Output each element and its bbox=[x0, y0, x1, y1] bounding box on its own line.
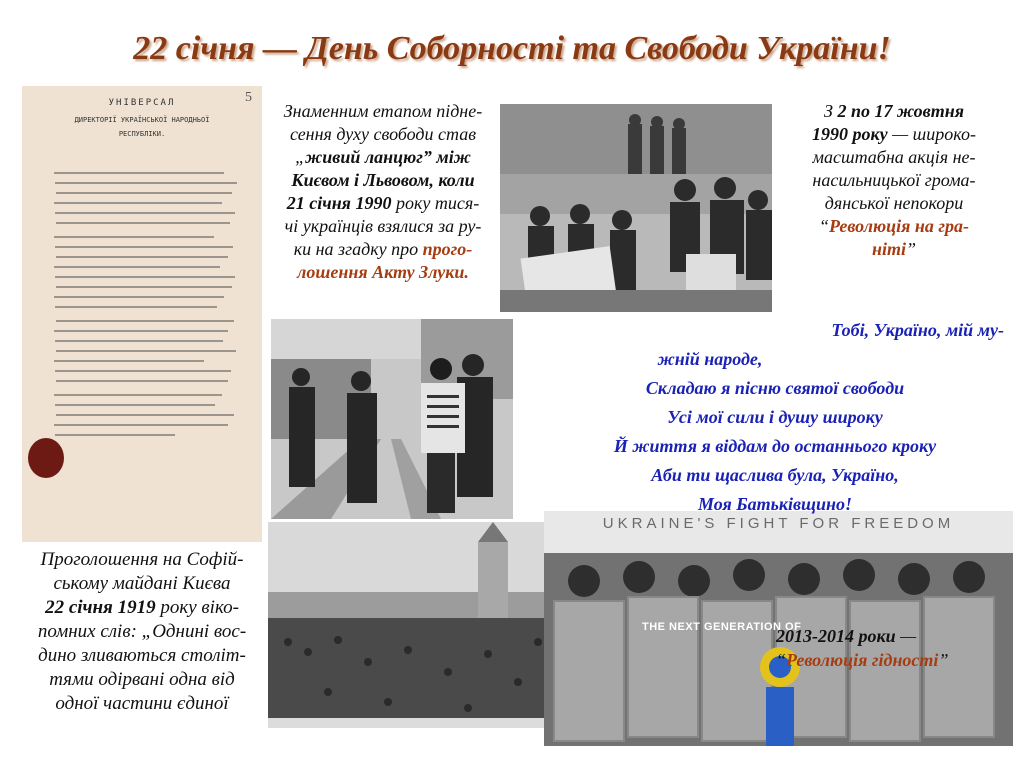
doc-line bbox=[54, 424, 228, 426]
middle-line-6: чі українців взялися за ру- bbox=[284, 216, 482, 236]
doc-line bbox=[56, 414, 234, 416]
universal-document-image bbox=[22, 86, 262, 542]
doc-line bbox=[55, 182, 237, 184]
middle-line-2: сення духу свободи став bbox=[289, 124, 477, 144]
doc-header-2: ДИРЕКТОРІЇ УКРАЇНСЬКОЇ НАРОДНЬОЇ bbox=[74, 116, 210, 124]
doc-corner-number: 5 bbox=[245, 90, 252, 105]
doc-line bbox=[56, 192, 232, 194]
poem-line-7: Моя Батьківщино! bbox=[697, 494, 853, 514]
right-line-3: масштабна акція не- bbox=[812, 147, 976, 167]
doc-line bbox=[55, 246, 233, 248]
living-chain-photo bbox=[271, 319, 513, 519]
middle-line-8: лошення Акту Злуки. bbox=[297, 262, 469, 282]
doc-line bbox=[55, 276, 235, 278]
doc-line bbox=[54, 172, 224, 174]
middle-line-3: „живий ланцюг” між bbox=[295, 147, 471, 167]
doc-line bbox=[56, 256, 228, 258]
doc-line bbox=[56, 320, 234, 322]
right-line-6: “Революція на гра- bbox=[819, 216, 969, 236]
page-title: 22 січня — День Соборності та Свободи України! bbox=[133, 30, 891, 67]
middle-line-4: Києвом і Львовом, коли bbox=[291, 170, 475, 190]
doc-line bbox=[56, 380, 228, 382]
poem-line-6: Аби ти щаслива була, Україно, bbox=[651, 465, 899, 485]
left-line-3: 22 січня 1919 року віко- bbox=[45, 597, 239, 618]
poem-line-2: жній народе, bbox=[657, 349, 763, 369]
right-line-1: З 2 по 17 жовтня bbox=[824, 101, 964, 121]
doc-header-3: РЕСПУБЛІКИ. bbox=[118, 130, 166, 138]
poem-line-5: Й життя я віддам до останнього кроку bbox=[613, 436, 937, 456]
poem-line-3: Складаю я пісню святої свободи bbox=[645, 378, 905, 398]
doc-line bbox=[54, 202, 222, 204]
dignity-caption bbox=[776, 624, 1016, 672]
banner-overlay: THE NEXT GENERATION OF bbox=[642, 621, 802, 633]
doc-line bbox=[56, 286, 232, 288]
doc-header-1: УНІВЕРСАЛ bbox=[108, 98, 176, 108]
sophia-square-photo bbox=[268, 522, 554, 728]
left-line-5: дино зливаються століт- bbox=[38, 645, 246, 666]
living-chain-text bbox=[270, 100, 496, 284]
living-chain-label: живий ланцюг” між bbox=[305, 147, 471, 167]
right-line-7: ніті” bbox=[871, 239, 916, 259]
left-line-1: Проголошення на Софій- bbox=[40, 549, 244, 570]
granite-revolution-text bbox=[778, 100, 1010, 261]
doc-line bbox=[54, 236, 214, 238]
banner-headline: UKRAINE'S FIGHT FOR FREEDOM bbox=[602, 515, 955, 532]
right-line-5: дянської непокори bbox=[824, 193, 964, 213]
doc-line bbox=[55, 404, 215, 406]
doc-line bbox=[54, 394, 222, 396]
poem-line-4: Усі мої сили і душу широку bbox=[667, 407, 883, 427]
doc-line bbox=[54, 360, 204, 362]
doc-line bbox=[55, 340, 223, 342]
left-line-4: помних слів: „Однині вос- bbox=[37, 621, 247, 642]
doc-line bbox=[54, 330, 228, 332]
dignity-years-line: 2013-2014 роки — bbox=[776, 626, 917, 646]
poem bbox=[540, 316, 1010, 519]
doc-line bbox=[56, 350, 236, 352]
doc-line bbox=[54, 266, 220, 268]
doc-line bbox=[54, 296, 224, 298]
right-line-4: насильницької грома- bbox=[812, 170, 976, 190]
middle-line-5: 21 січня 1990 року тися- bbox=[286, 193, 480, 213]
left-line-6: тями одірвані одна від bbox=[49, 669, 235, 690]
middle-line-1: Знаменним етапом підне- bbox=[283, 101, 483, 121]
doc-line bbox=[56, 222, 230, 224]
middle-line-7: ки на згадку про прого- bbox=[293, 239, 473, 259]
left-line-2: ському майдані Києва bbox=[53, 573, 231, 594]
doc-line bbox=[55, 434, 175, 436]
left-line-7: одної частини єдиної bbox=[55, 693, 229, 714]
doc-line bbox=[55, 212, 235, 214]
doc-line bbox=[55, 306, 217, 308]
wax-seal bbox=[28, 438, 64, 478]
granite-revolution-photo bbox=[500, 104, 772, 312]
poem-line-1: Тобі, Україно, мій му- bbox=[831, 320, 1004, 340]
dignity-name-line: “Революція гідності” bbox=[776, 650, 949, 670]
proclamation-text bbox=[20, 548, 264, 716]
right-line-2: 1990 року — широко- bbox=[812, 124, 976, 144]
doc-line bbox=[55, 370, 231, 372]
